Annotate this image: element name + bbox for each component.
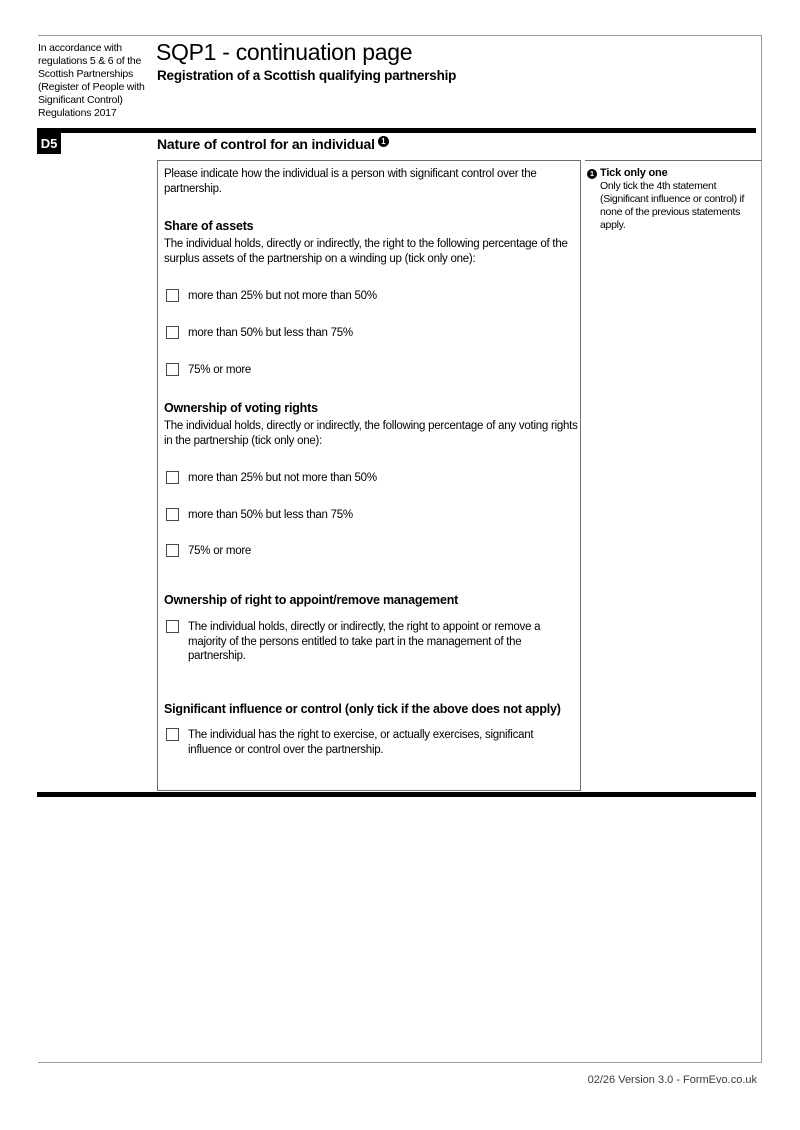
option-label: 75% or more (188, 364, 252, 376)
option-row (166, 728, 578, 757)
checkbox-significant-influence[interactable] (166, 728, 179, 741)
section-id-badge: D5 (37, 133, 61, 154)
option-label: 75% or more (188, 545, 252, 557)
page-bottom-rule (38, 1062, 762, 1063)
checkbox-appoint-remove[interactable] (166, 620, 179, 633)
form-title: SQP1 - continuation page (156, 39, 413, 65)
section-top-bar (37, 128, 756, 133)
group-description-voting-rights: The individual holds, directly or indirectly, the following percentage of any voting rights in the partnership (tick only one): (164, 420, 578, 447)
checkbox-assets-25-50[interactable] (166, 289, 179, 302)
option-row (166, 620, 578, 664)
section-title (157, 136, 389, 152)
checkbox-voting-50-75[interactable] (166, 508, 179, 521)
group-description-share-of-assets: The individual holds, directly or indirectly, the right to the following percentage of the surplus assets of the partnership on a winding up (tick only one): (164, 238, 568, 265)
page-top-rule (38, 35, 762, 36)
checkbox-voting-25-50[interactable] (166, 471, 179, 484)
option-label: The individual holds, directly or indirectly, the right to appoint or remove a majority of the persons entitled to take part in the management of the partnership. (188, 621, 541, 662)
option-row (166, 508, 353, 523)
section-title-text: Nature of control for an individual (157, 136, 375, 152)
regulation-note: In accordance with regulations 5 & 6 of the Scottish Partnerships (Register of People with Significant Control) Regulations 2017 (38, 42, 145, 119)
option-label: The individual has the right to exercise, or actually exercises, significant influence or control over the partnership. (188, 729, 534, 756)
sidebar-note (585, 160, 762, 232)
option-label: more than 25% but not more than 50% (188, 472, 377, 484)
nature-of-control-panel (157, 160, 581, 791)
group-heading-appoint-remove: Ownership of right to appoint/remove management (164, 593, 459, 607)
intro-text: Please indicate how the individual is a person with significant control over the partnership. (164, 168, 537, 195)
option-row (166, 471, 377, 486)
sidebar-note-body: Only tick the 4th statement (Significant influence or control) if none of the previous statements apply. (600, 180, 745, 231)
section-bottom-bar (37, 792, 756, 797)
option-row (166, 289, 377, 304)
option-label: more than 50% but less than 75% (188, 509, 353, 521)
option-row (166, 544, 251, 559)
footer-version-text: 02/26 Version 3.0 - FormEvo.co.uk (587, 1074, 757, 1086)
sidebar-note-text (600, 167, 762, 232)
info-marker-icon: 1 (378, 136, 389, 147)
checkbox-assets-50-75[interactable] (166, 326, 179, 339)
sidebar-note-title: Tick only one (600, 167, 668, 179)
info-marker-icon: 1 (587, 169, 597, 179)
option-label: more than 50% but less than 75% (188, 327, 353, 339)
checkbox-voting-75-plus[interactable] (166, 544, 179, 557)
group-heading-voting-rights: Ownership of voting rights (164, 401, 318, 415)
group-heading-significant-influence: Significant influence or control (only tick if the above does not apply) (164, 702, 561, 716)
option-label: more than 25% but not more than 50% (188, 290, 377, 302)
form-subtitle: Registration of a Scottish qualifying partnership (157, 68, 457, 83)
checkbox-assets-75-plus[interactable] (166, 363, 179, 376)
group-heading-share-of-assets: Share of assets (164, 219, 254, 233)
option-row (166, 326, 353, 341)
option-row (166, 363, 251, 378)
sidebar-note-inner (585, 167, 762, 232)
